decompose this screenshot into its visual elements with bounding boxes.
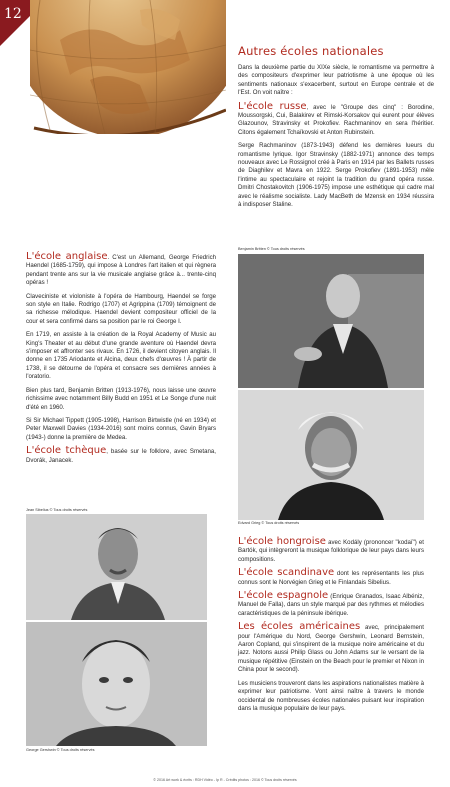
right-lower-section [238,538,424,718]
anglaise-title: L'école anglaise [26,251,108,262]
americaines-paragraph [238,623,424,674]
russe-title: L'école russe [238,100,307,112]
russe-paragraph [238,100,434,138]
britten-photo [238,254,424,388]
grieg-photo [238,390,424,520]
hongroise-paragraph [238,538,424,564]
scandinave-text: dont les représentants les plus connus sont le Norvégien Grieg et le Finlandais Sibelius. [238,570,424,586]
espagnole-text: (Enrique Granados, Isaac Albéniz, Manuel de Falla), dans un style marqué par des rythmes et mélodies caractéristiques de la péninsule ibérique. [238,593,424,617]
gershwin-photo [26,622,207,746]
anglaise-paragraph-5: Si Sir Michael Tippett (1905-1998), Harrison Birtwistle (né en 1934) et Peter Maxwell Davies (1934-2016) sont moins connus, Gavin Bryars (1943-) donne la première de Medea. [26,416,216,441]
closing-paragraph: Les musiciens trouveront dans les aspirations nationalistes matière à exprimer leur patriotisme. Vont ainsi naître à travers le monde occidental de nombreuses écoles nationales puisant leur inspiration dans la musique populaire de leur pays. [238,679,424,712]
espagnole-title: L'école espagnole [238,590,329,602]
anglaise-paragraph [26,253,216,288]
russe-text: , avec le "Groupe des cinq" : Borodine, Moussorgski, Cui, Balakirev et Rimski-Korsakov qui eurent pour élèves Glazounov, Stravinsky et Prokofiev. Rachmaninov en sera l'héritier. Citons également Tchaïkovski et Anton Rubinstein. [238,103,434,136]
scandinave-title: L'école scandinave [238,567,335,579]
anglaise-paragraph-4: Bien plus tard, Benjamin Britten (1913-1976), nous laisse une œuvre richissime avec notamment Billy Budd en 1951 et Le Songe d'une nuit d'été en 1960. [26,386,216,411]
tcheque-text: , basée sur le folklore, avec Smetana, Dvorák, Janacek. [26,448,216,464]
scandinave-paragraph [238,569,424,587]
tcheque-title: L'école tchèque [26,445,107,457]
hongroise-title: L'école hongroise [238,536,326,547]
globe-image [30,0,226,134]
sibelius-caption: Jean Sibelius © Tous droits réservés [26,508,88,512]
sibelius-photo [26,514,207,620]
anglaise-paragraph-2: Claveciniste et violoniste à l'opéra de Hambourg, Haendel se forge son style en Italie. Rodrigo (1707) et Agrippina (1709) témoignent de sa richesse mélodique. Haendel devient compositeur officiel de la cour et sera confirmé dans sa position par le roi George I. [26,292,216,325]
left-section [26,253,216,470]
main-section [238,44,434,215]
footer-credits: © 2016 Art work & écrits : RDH Vidéo - Ip R - Crédits photos : 2016 © Tous droits réservés [153,778,297,782]
grieg-caption: Edvard Grieg © Tous droits réservés [238,521,300,525]
anglaise-paragraph-3: En 1719, en assiste à la création de la Royal Academy of Music au King's Theater et au début d'une grande aventure où Haendel devra s'imposer et affronter ses rivaux. En 1726, il devient citoyen anglais. Il donne en 1735 Ariodante et Alcina, deux chefs d'œuvres ! À partir de 1738, il se détourne de l'opéra et consacre ses dernières années à l'oratorio. [26,331,216,381]
anglaise-text: . C'est un Allemand, George Friedrich Haendel (1685-1759), qui impose à Londres l'art italien et qui règnera pendant trente ans sur la vie musicale anglaise grâce à... trente-cinq opéras ! [26,254,216,287]
russe-paragraph-2: Serge Rachmaninov (1873-1943) défend les dernières lueurs du romantisme lyrique. Igor Stravinsky (1882-1971) annonce des temps nouveaux avec Le Rossignol créé à Paris en 1914 par les Ballets russes de Diaghilev et Mavra en 1922. Serge Prokofiev (1891-1953) mêle l'intime au spectaculaire et rejoint la tradition du grand opéra russe. Dmitri Chostakovitch (1906-1975) impose une esthétique qui cadre mal avec le réalisme socialiste. Lady MacBeth de Mzensk en 1934 réussira à indisposer Staline. [238,142,434,209]
section-title: Autres écoles nationales [238,44,384,58]
page-number: 12 [4,6,22,22]
espagnole-paragraph [238,592,424,618]
britten-caption: Benjamin Britten © Tous droits réservés [238,247,305,251]
americaines-title: Les écoles américaines [238,621,361,633]
tcheque-paragraph [26,447,216,465]
americaines-text: avec, principalement pour l'Amérique du Nord, George Gershwin, Leonard Bernstein, Aaron Copland, qui s'inspirent de la musique noire américaine et du jazz. Notons aussi Philip Glass ou John Adams sur le versant de la musique répétitive (Einstein on the Beach pour le premier et Nixon in China pour le second). [238,624,424,674]
hongroise-text: avec Kodály (prononcer "kodaï") et Bartók, qui intègreront la musique folklorique de leur pays dans leurs compositions. [238,539,424,563]
intro-paragraph: Dans la deuxième partie du XIXe siècle, le romantisme va permettre à des compositeurs d'exprimer leur patriotisme à une époque où les sentiments nationaux s'exacerbent, surtout en Europe centrale et de l'Est. On voit naître : [238,64,434,97]
gershwin-caption: George Gershwin © Tous droits réservés [26,748,95,752]
